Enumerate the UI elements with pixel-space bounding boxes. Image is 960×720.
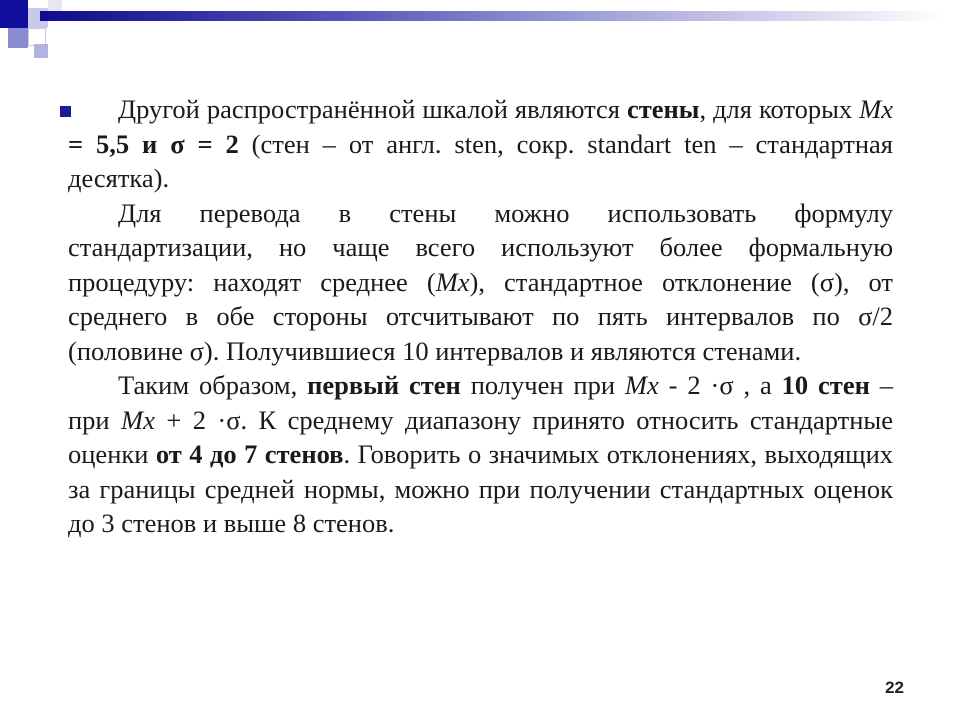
decor-square-1 <box>0 0 28 28</box>
slide-body <box>68 92 893 541</box>
page-number: 22 <box>885 678 904 697</box>
decor-square-6 <box>34 44 48 58</box>
paragraph-2: Для перевода в стены можно использовать формулу стандартизации, но чаще всего используют более формальную процедуру: находят среднее (Mx), стандартное отклонение (σ), от среднего в обе стороны отсчитывают по пять интервалов по σ/2 (половине σ). Получившиеся 10 интервалов и являются стенами. <box>68 197 893 366</box>
paragraph-3: Таким образом, первый стен получен при Mx - 2 ·σ , а 10 стен – при Mx + 2 ·σ. К среднему диапазону принято относить стандартные оценки от 4 до 7 стенов. Говорить о значимых отклонениях, выходящих за границы средней нормы, можно при получении стандартных оценок до 3 стенов и выше 8 стенов. <box>68 370 893 538</box>
header-gradient-bar <box>40 11 945 21</box>
decor-square-3 <box>8 28 28 48</box>
paragraph-1: Другой распространённой шкалой являются стены, для которых Mx = 5,5 и σ = 2 (стен – от англ. sten, сокр. standart ten – стандартная десятка). <box>68 94 893 193</box>
